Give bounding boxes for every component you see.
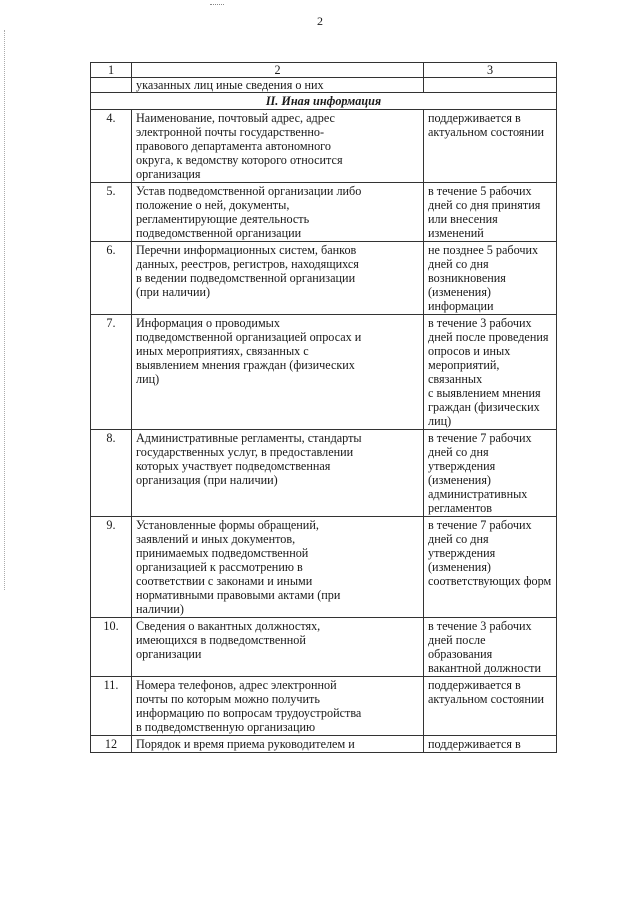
row-deadline: в течение 3 рабочих дней после образования вакантной должности bbox=[424, 618, 557, 677]
table-row bbox=[91, 618, 557, 677]
row-information: Наименование, почтовый адрес, адрес электронной почты государственно- правового департамента автономного округа, к ведомству которого относится организация bbox=[132, 110, 424, 183]
row-deadline: не позднее 5 рабочих дней со дня возникновения (изменения) информации bbox=[424, 242, 557, 315]
row-deadline: в течение 7 рабочих дней со дня утверждения (изменения) соответствующих форм bbox=[424, 517, 557, 618]
section-row bbox=[91, 93, 557, 110]
section-title: II. Иная информация bbox=[91, 93, 557, 110]
row-deadline: поддерживается в актуальном состоянии bbox=[424, 110, 557, 183]
row-information: Номера телефонов, адрес электронной почты по которым можно получить информацию по вопросам трудоустройства в подведомственную организацию bbox=[132, 677, 424, 736]
row-information: Устав подведомственной организации либо положение о ней, документы, регламентирующие деятельность подведомственной организации bbox=[132, 183, 424, 242]
scan-edge-artifact bbox=[4, 30, 6, 590]
column-number-row bbox=[91, 63, 557, 78]
row-number: 8. bbox=[91, 430, 132, 517]
table-row bbox=[91, 110, 557, 183]
continuation-empty-num bbox=[91, 78, 132, 93]
row-number: 6. bbox=[91, 242, 132, 315]
column-number-1: 1 bbox=[91, 63, 132, 78]
row-deadline: в течение 7 рабочих дней со дня утверждения (изменения) административных регламентов bbox=[424, 430, 557, 517]
row-number: 7. bbox=[91, 315, 132, 430]
continuation-text: указанных лиц иные сведения о них bbox=[132, 78, 424, 93]
continuation-empty-term bbox=[424, 78, 557, 93]
table-row bbox=[91, 736, 557, 753]
row-deadline: поддерживается в актуальном состоянии bbox=[424, 677, 557, 736]
row-information: Перечни информационных систем, банков данных, реестров, регистров, находящихся в ведении подведомственной организации (при наличии) bbox=[132, 242, 424, 315]
row-number: 4. bbox=[91, 110, 132, 183]
scan-artifact bbox=[210, 4, 224, 8]
column-number-3: 3 bbox=[424, 63, 557, 78]
row-number: 11. bbox=[91, 677, 132, 736]
row-information: Сведения о вакантных должностях, имеющихся в подведомственной организации bbox=[132, 618, 424, 677]
row-number: 5. bbox=[91, 183, 132, 242]
row-number: 10. bbox=[91, 618, 132, 677]
table-row bbox=[91, 315, 557, 430]
row-deadline: поддерживается в bbox=[424, 736, 557, 753]
information-table bbox=[90, 62, 557, 753]
continuation-row bbox=[91, 78, 557, 93]
table-row bbox=[91, 242, 557, 315]
table-row bbox=[91, 517, 557, 618]
table-row bbox=[91, 677, 557, 736]
page-number: 2 bbox=[317, 14, 323, 28]
row-information: Информация о проводимых подведомственной организацией опросах и иных мероприятиях, связанных с выявлением мнения граждан (физических лиц) bbox=[132, 315, 424, 430]
table-row bbox=[91, 183, 557, 242]
column-number-2: 2 bbox=[132, 63, 424, 78]
row-number: 9. bbox=[91, 517, 132, 618]
row-deadline: в течение 3 рабочих дней после проведения опросов и иных мероприятий, связанных с выявлением мнения граждан (физических лиц) bbox=[424, 315, 557, 430]
row-number: 12 bbox=[91, 736, 132, 753]
table-body bbox=[91, 63, 557, 753]
row-information: Установленные формы обращений, заявлений и иных документов, принимаемых подведомственной организацией к рассмотрению в соответствии с законами и иными нормативными правовыми актами (при наличии) bbox=[132, 517, 424, 618]
table-row bbox=[91, 430, 557, 517]
row-information: Административные регламенты, стандарты государственных услуг, в предоставлении которых участвует подведомственная организация (при наличии) bbox=[132, 430, 424, 517]
row-information: Порядок и время приема руководителем и bbox=[132, 736, 424, 753]
row-deadline: в течение 5 рабочих дней со дня принятия или внесения изменений bbox=[424, 183, 557, 242]
